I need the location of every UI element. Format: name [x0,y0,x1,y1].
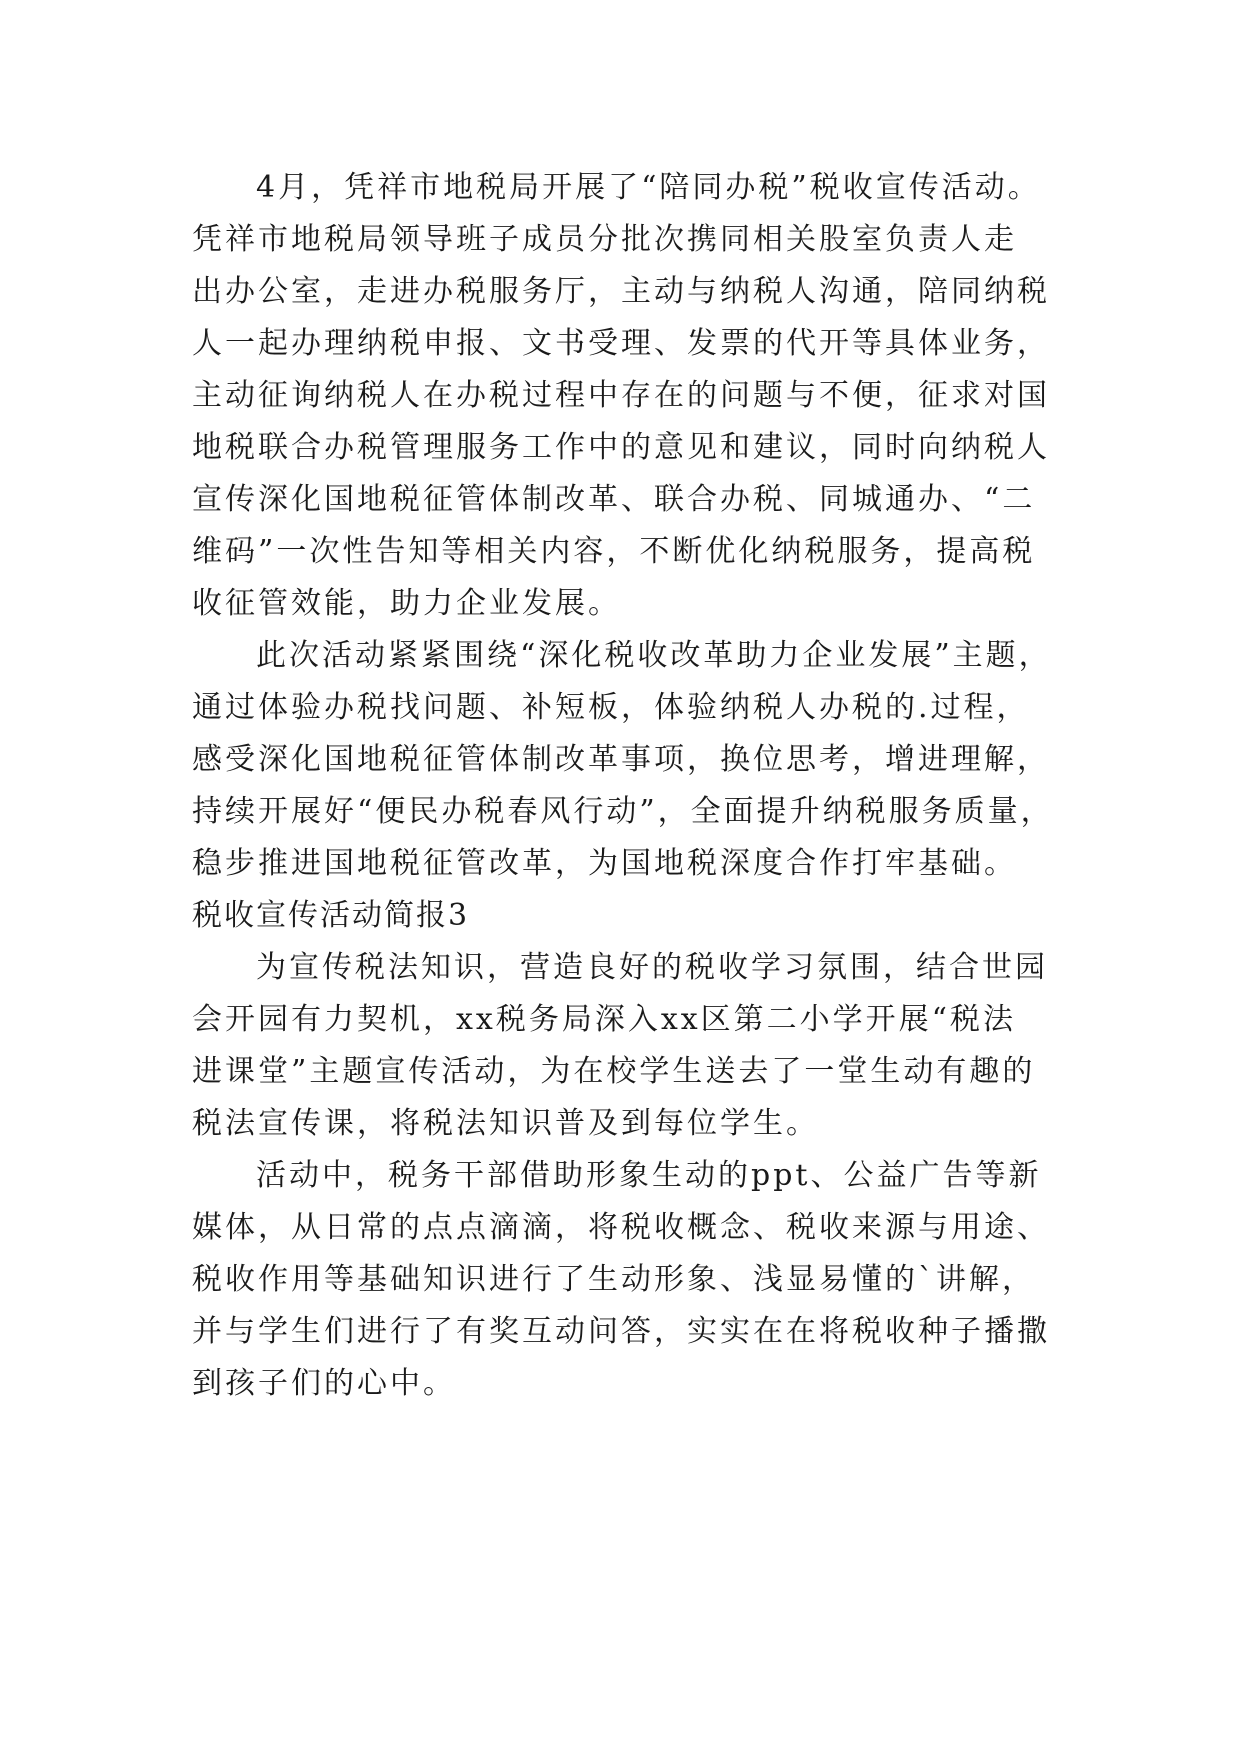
paragraph-4-line-5: 到孩子们的心中。 [192,1366,456,1401]
paragraph-2-line-4: 持续开展好“便民办税春风行动”，全面提升纳税服务质量， [192,794,1054,829]
paragraph-1-line-3: 出办公室，走进办税服务厅，主动与纳税人沟通，陪同纳税 [192,274,1050,309]
paragraph-4-line-1: 活动中，税务干部借助形象生动的ppt、公益广告等新 [256,1158,1042,1193]
paragraph-1-line-4: 人一起办理纳税申报、文书受理、发票的代开等具体业务， [192,326,1050,361]
document-body [192,162,1052,1410]
paragraph-1-line-7: 宣传深化国地税征管体制改革、联合办税、同城通办、“二 [192,482,1036,517]
paragraph-1-line-9: 收征管效能，助力企业发展。 [192,586,621,621]
paragraph-1-line-8: 维码”一次性告知等相关内容，不断优化纳税服务，提高税 [192,534,1036,569]
paragraph-4-line-3: 税收作用等基础知识进行了生动形象、浅显易懂的`讲解， [192,1262,1035,1297]
paragraph-3-line-1: 为宣传税法知识，营造良好的税收学习氛围，结合世园 [256,950,1048,985]
paragraph-3-line-2: 会开园有力契机，xx税务局深入xx区第二小学开展“税法 [192,1002,1017,1037]
paragraph-1-line-6: 地税联合办税管理服务工作中的意见和建议，同时向纳税人 [192,430,1050,465]
section-heading: 税收宣传活动简报3 [192,898,470,933]
paragraph-3-line-4: 税法宣传课，将税法知识普及到每位学生。 [192,1106,819,1141]
paragraph-4-line-4: 并与学生们进行了有奖互动问答，实实在在将税收种子播撒 [192,1314,1050,1349]
paragraph-4-line-2: 媒体，从日常的点点滴滴，将税收概念、税收来源与用途、 [192,1210,1050,1245]
paragraph-1-line-2: 凭祥市地税局领导班子成员分批次携同相关股室负责人走 [192,222,1017,257]
paragraph-1-line-5: 主动征询纳税人在办税过程中存在的问题与不便，征求对国 [192,378,1050,413]
paragraph-2-line-3: 感受深化国地税征管体制改革事项，换位思考，增进理解， [192,742,1050,777]
paragraph-1-line-1: 4月，凭祥市地税局开展了“陪同办税”税收宣传活动。 [256,170,1041,205]
paragraph-2-line-5: 稳步推进国地税征管改革，为国地税深度合作打牢基础。 [192,846,1017,881]
paragraph-2-line-1: 此次活动紧紧围绕“深化税收改革助力企业发展”主题， [256,638,1052,673]
paragraph-3-line-3: 进课堂”主题宣传活动，为在校学生送去了一堂生动有趣的 [192,1054,1036,1089]
paragraph-2-line-2: 通过体验办税找问题、补短板，体验纳税人办税的.过程， [192,690,1030,725]
